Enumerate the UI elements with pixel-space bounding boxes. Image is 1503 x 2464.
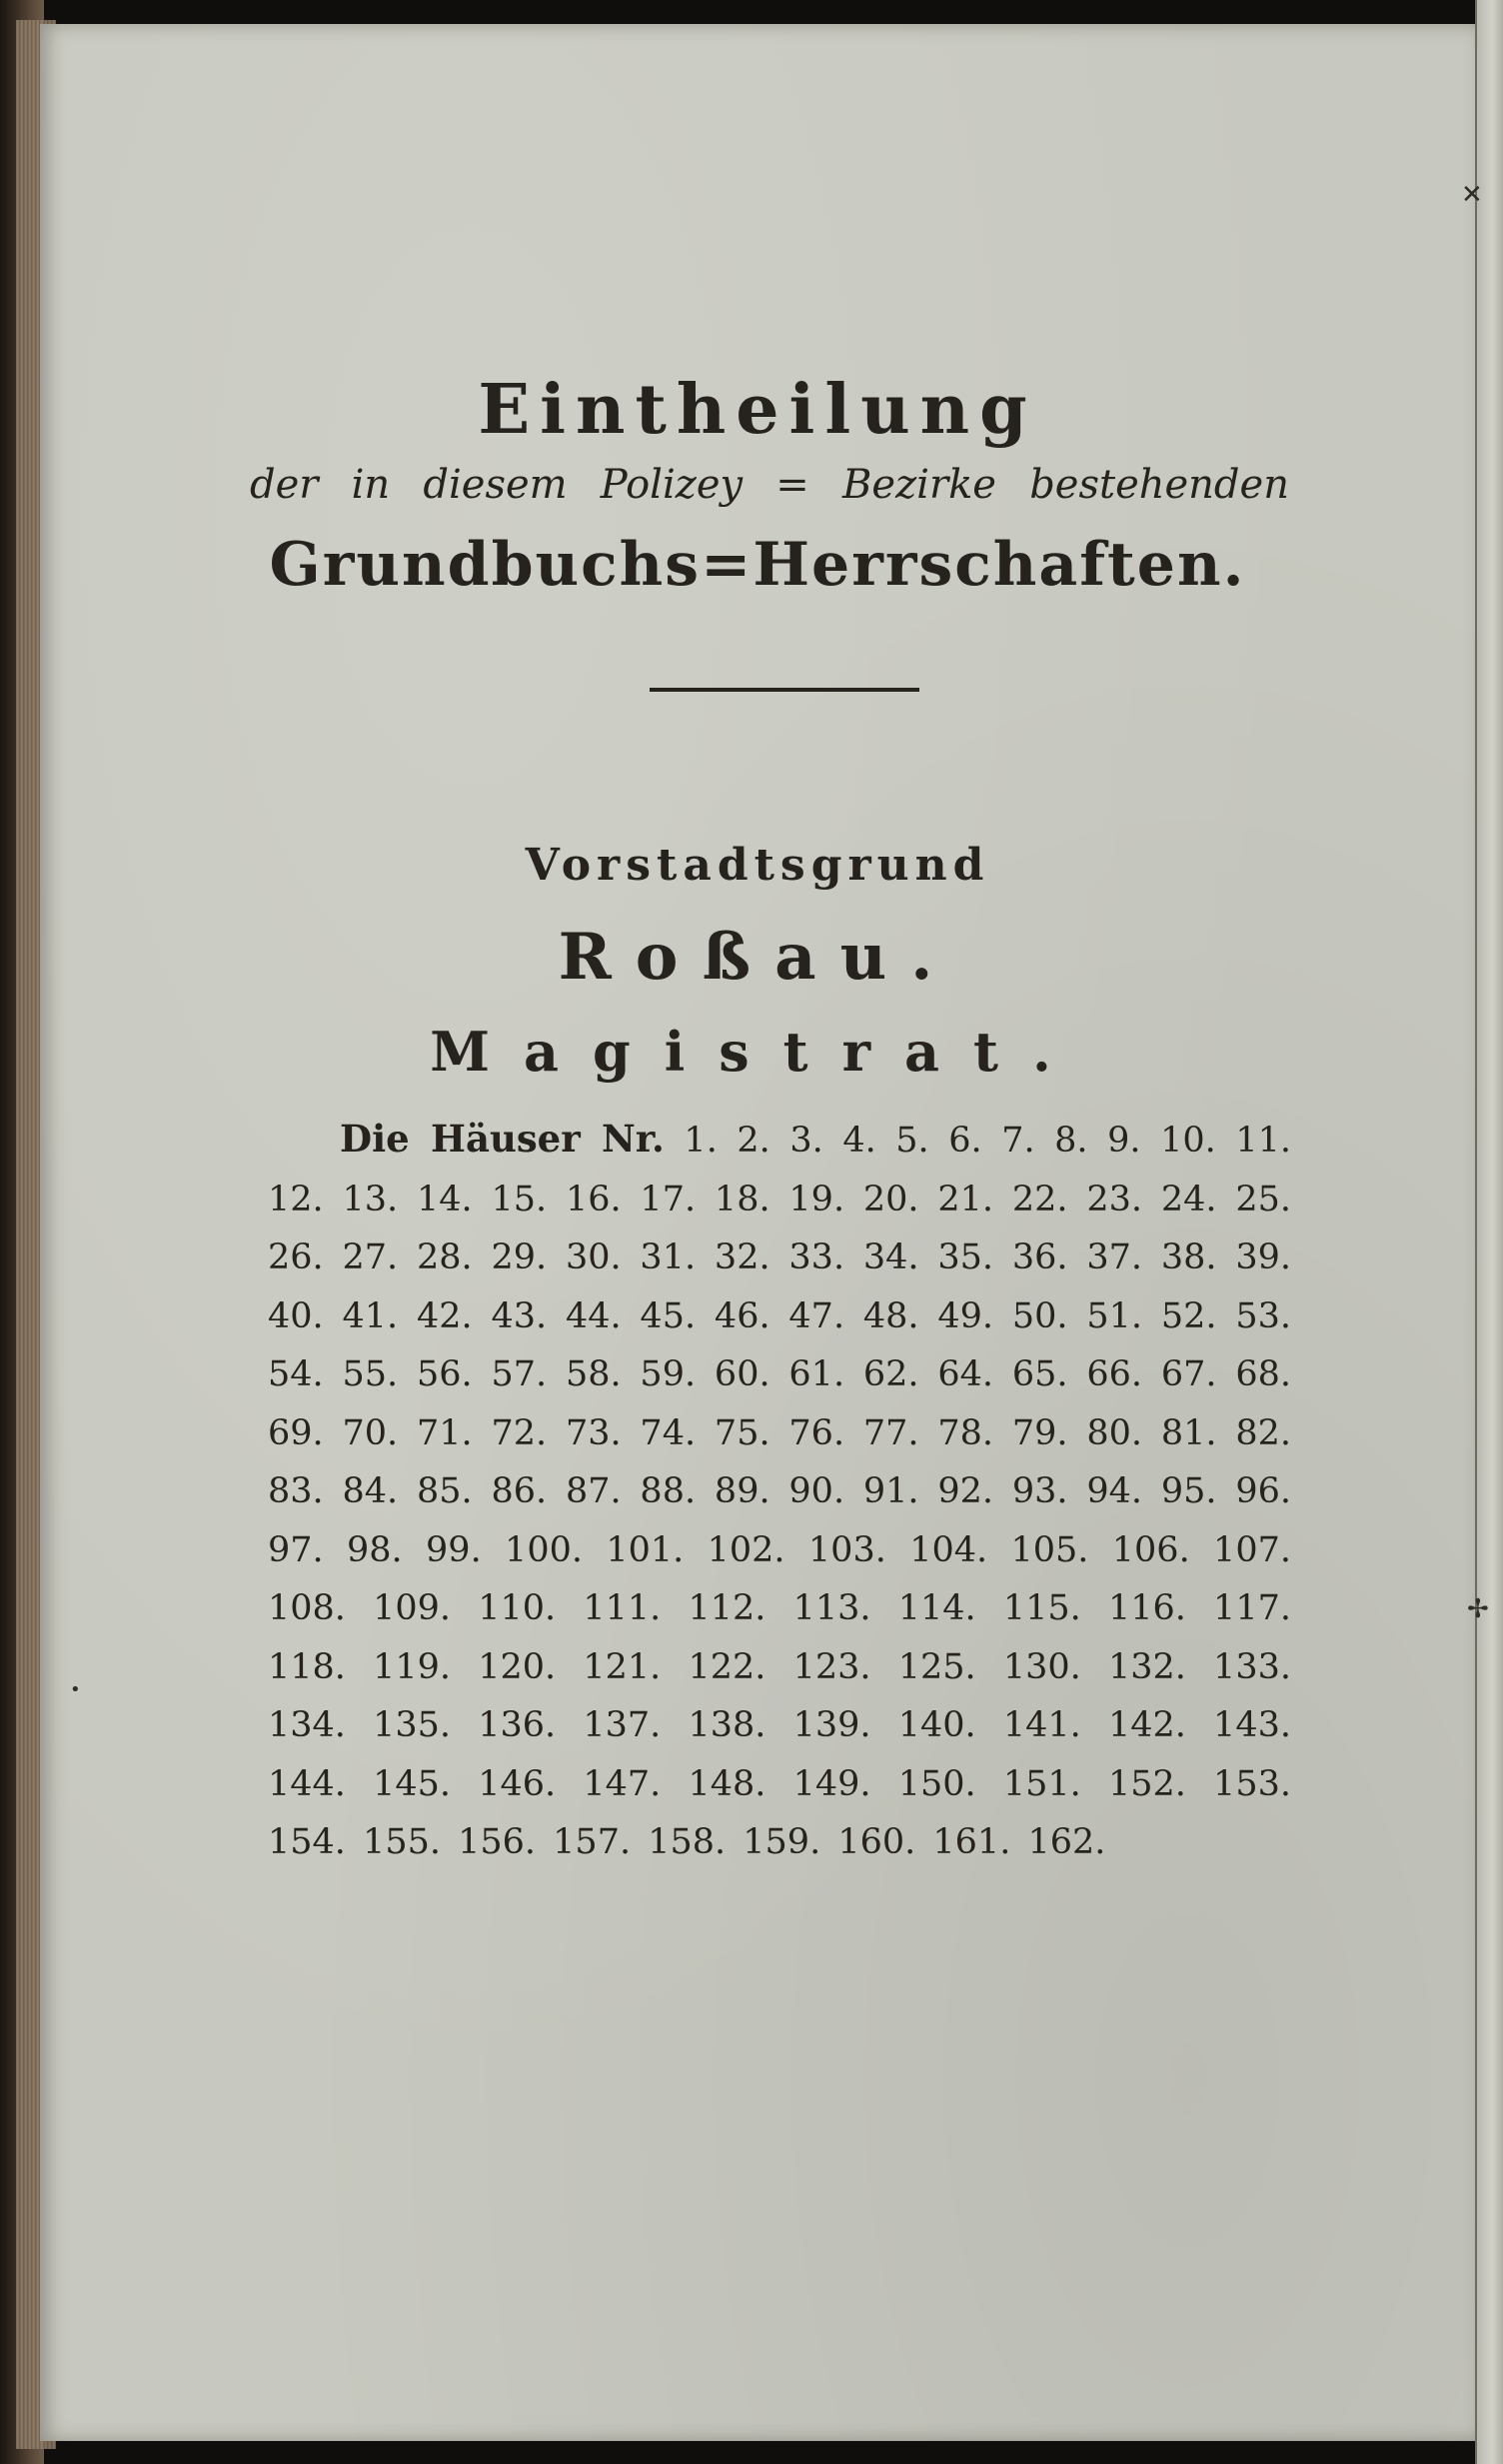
subtitle-word: diesem — [423, 462, 568, 508]
page-subtitle — [250, 462, 1289, 508]
subtitle-word: bestehenden — [1029, 462, 1289, 508]
house-number-list — [268, 1110, 1291, 1872]
owner-heading: Magistrat. — [430, 1020, 1085, 1084]
edge-mark-icon: ✢ — [1467, 1594, 1489, 1624]
subtitle-word: der — [250, 462, 319, 508]
section-label: Vorstadtsgrund — [525, 840, 990, 891]
place-name: Roßau. — [558, 920, 957, 995]
houses-numbers: 1. 2. 3. 4. 5. 6. 7. 8. 9. 10. 11. 12. 13. 14. 15. 16. 17. 18. 19. 20. 21. 22. 23. 24. 25. 26. 27. 28. 29. 30. 31. 32. 33. 34. 35. 36. 37. 38. 39. 40. 41. 42. 43. 44. 45. 46. 47. 48. 49. 50. 51. 52. 53. 54. 55. 56. 57. 58. 59. 60. 61. 62. 64. 65. 66. 67. 68. 69. 70. 71. 72. 73. 74. 75. 76. 77. 78. 79. 80. 81. 82. 83. 84. 85. 86. 87. 88. 89. 90. 91. 92. 93. 94. 95. 96. 97. 98. 99. 100. 101. 102. 103. 104. 105. 106. 107. 108. 109. 110. 111. 112. 113. 114. 115. 116. 117. 118. 119. 120. 121. 122. 123. 125. 130. 132. 133. 134. 135. 136. 137. 138. 139. 140. 141. 142. 143. 144. 145. 146. 147. 148. 149. 150. 151. 152. 153. 154. 155. 156. 157. 158. 159. 160. 161. 162. — [268, 1121, 1291, 1862]
subtitle-word: Polizey — [600, 462, 744, 508]
page-subtitle-line-2: Grundbuchs=Herrschaften. — [269, 530, 1246, 600]
subtitle-word: Bezirke — [842, 462, 996, 508]
subtitle-word: = — [775, 462, 809, 508]
houses-prefix: Die Häuser Nr. — [340, 1117, 665, 1161]
ink-dot-icon: • — [70, 1679, 81, 1700]
edge-mark-icon: ✕ — [1461, 180, 1483, 210]
facing-page-edge — [1475, 0, 1503, 2464]
page-title: Eintheilung — [478, 370, 1037, 450]
subtitle-word: in — [351, 462, 391, 508]
divider-rule — [650, 688, 919, 692]
